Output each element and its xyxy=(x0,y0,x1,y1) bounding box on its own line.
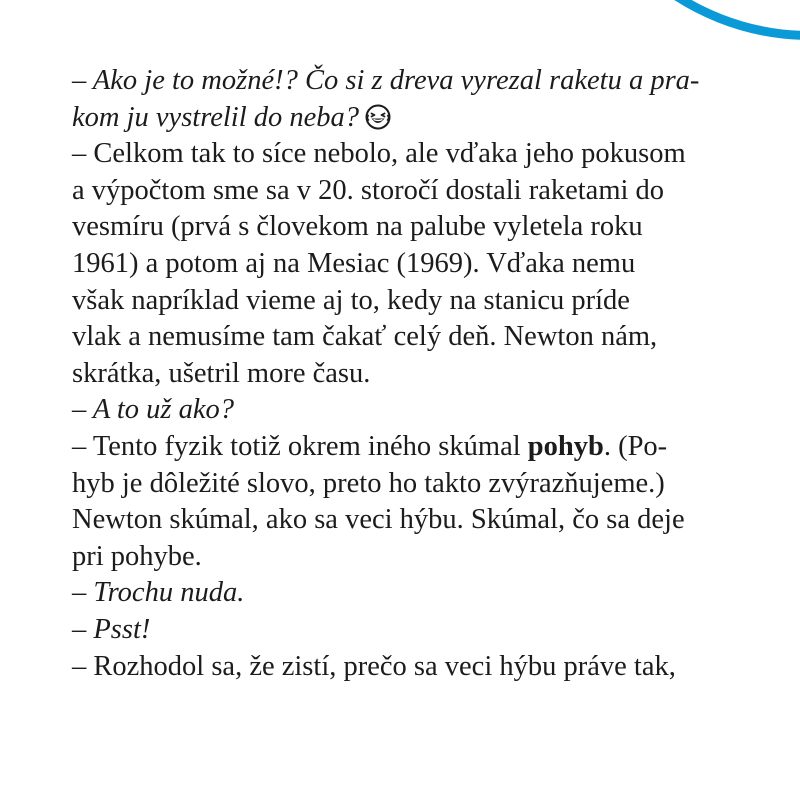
line-text: vlak a nemusíme tam čakať celý deň. Newton nám, xyxy=(72,321,658,353)
line-text: skrátka, ušetril more času. xyxy=(72,357,371,389)
text-line xyxy=(72,173,752,210)
text-line xyxy=(72,649,752,686)
text-line xyxy=(72,356,752,393)
text-line xyxy=(72,319,752,356)
line-text: však napríklad vieme aj to, kedy na stanicu príde xyxy=(72,284,630,316)
line-text: 1961) a potom aj na Mesiac (1969). Vďaka nemu xyxy=(72,247,636,279)
line-text: – Celkom tak to síce nebolo, ale vďaka jeho pokusom xyxy=(72,138,686,170)
text-line xyxy=(72,539,752,576)
text-line xyxy=(72,612,752,649)
text-line xyxy=(72,63,752,100)
text-line xyxy=(72,100,752,137)
line-text: vesmíru (prvá s človekom na palube vyletela roku xyxy=(72,211,643,243)
line-text: Newton skúmal, ako sa veci hýbu. Skúmal, čo sa deje xyxy=(72,504,685,536)
bold-keyword: pohyb xyxy=(527,430,604,462)
line-text: hyb je dôležité slovo, preto ho takto zvýrazňujeme.) xyxy=(72,467,665,499)
text-line xyxy=(72,283,752,320)
text-line xyxy=(72,502,752,539)
text-line xyxy=(72,136,752,173)
line-text: – Trochu nuda. xyxy=(72,577,245,609)
text-line xyxy=(72,466,752,503)
line-text: a výpočtom sme sa v 20. storočí dostali raketami do xyxy=(72,174,665,206)
text-line xyxy=(72,575,752,612)
text-line xyxy=(72,209,752,246)
line-text: – Rozhodol sa, že zistí, prečo sa veci hýbu práve tak, xyxy=(72,650,676,682)
dialogue-text-block xyxy=(72,63,752,685)
line-text: – Ako je to možné!? Čo si z dreva vyrezal raketu a pra- xyxy=(72,65,700,96)
decorative-corner-arc xyxy=(560,0,800,40)
line-text-before: – Tento fyzik totiž okrem iného skúmal xyxy=(72,430,528,462)
line-text: – Psst! xyxy=(72,613,151,645)
line-text: pri pohybe. xyxy=(72,540,202,572)
line-text: – A to už ako? xyxy=(72,394,235,426)
laughing-emoji-icon xyxy=(365,104,391,130)
line-text: kom ju vystrelil do neba? xyxy=(72,101,360,133)
line-text-after: . (Po- xyxy=(603,430,668,462)
text-line xyxy=(72,392,752,429)
text-line xyxy=(72,246,752,283)
text-line xyxy=(72,429,752,466)
